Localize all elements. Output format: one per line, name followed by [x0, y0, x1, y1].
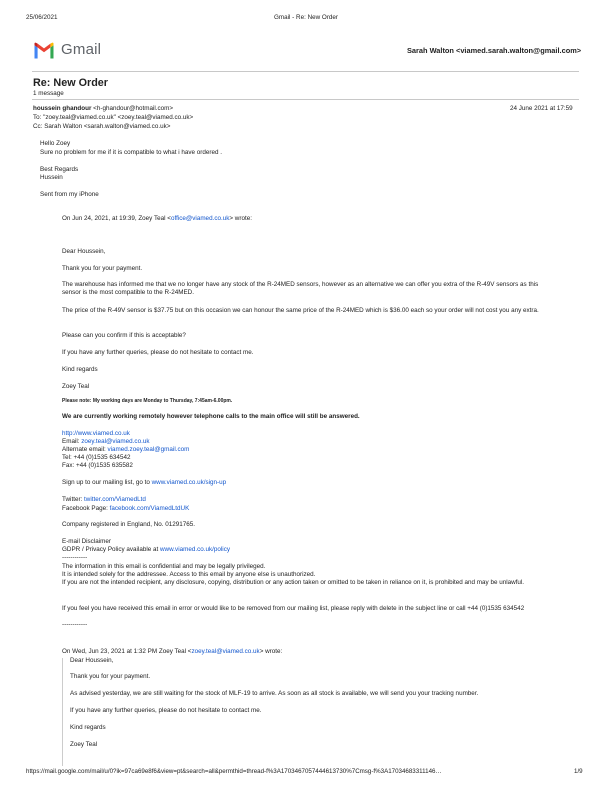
- divider: [32, 71, 579, 72]
- working-days-note: Please note: My working days are Monday to Thursday, 7:45am-6.00pm.: [62, 398, 233, 404]
- gmail-logo[interactable]: [33, 40, 129, 62]
- divider: [32, 99, 579, 100]
- gmail-wordmark: Gmail: [61, 41, 102, 58]
- body-line: Hello Zoey: [40, 140, 71, 147]
- gdpr-prefix: GDPR / Privacy Policy available at: [62, 546, 160, 553]
- quote-intro-email[interactable]: office@viamed.co.uk: [170, 215, 230, 222]
- facebook-link[interactable]: facebook.com/ViamedLtdUK: [109, 505, 190, 512]
- signature-name: Zoey Teal: [62, 383, 90, 390]
- greeting: Dear Houssein,: [62, 248, 106, 255]
- body-line: Sent from my iPhone: [40, 191, 99, 198]
- quote2-signature: Zoey Teal: [70, 741, 98, 748]
- kind-regards: Kind regards: [62, 366, 98, 373]
- print-title: Gmail - Re: New Order: [273, 14, 339, 21]
- quote2-kind-regards: Kind regards: [70, 724, 106, 731]
- quote-intro: [62, 215, 252, 223]
- confidential-line: The information in this email is confidential and may be legally privileged.: [62, 563, 266, 570]
- message-count: 1 message: [33, 90, 64, 97]
- confidential-line: It is intended solely for the addressee. Access to this email by anyone else is unauthorized.: [62, 571, 316, 578]
- price-paragraph: The price of the R-49V sensor is $37.75 but on this occasion we can honour the same price of the R-24MED which is $36.00 each so your order will not cost you any extra.: [62, 307, 539, 314]
- gmail-m-icon: [33, 42, 55, 59]
- alt-email-label: Alternate email:: [62, 446, 108, 453]
- tel-line: Tel: +44 (0)1535 634542: [62, 454, 131, 461]
- thanks-line: Thank you for your payment.: [62, 265, 143, 272]
- quote2-thanks: Thank you for your payment.: [70, 673, 151, 680]
- quote2-intro-email[interactable]: zoey.teal@viamed.co.uk: [191, 648, 260, 655]
- quote-bar: [62, 658, 63, 766]
- to-line: To: "zoey.teal@viamed.co.uk" <zoey.teal@viamed.co.uk>: [33, 114, 194, 121]
- cc-line: Cc: Sarah Walton <sarah.walton@viamed.co.uk>: [33, 123, 171, 130]
- sender-name: houssein ghandour: [33, 105, 92, 112]
- mailing-prefix: Sign up to our mailing list, go to: [62, 479, 152, 486]
- company-line: Company registered in England, No. 01291765.: [62, 521, 196, 528]
- separator-dashes: ------------: [62, 621, 88, 628]
- email-label: Email:: [62, 438, 82, 445]
- quote2-greeting: Dear Houssein,: [70, 657, 114, 664]
- quote2-paragraph: As advised yesterday, we are still waiting for the stock of MLF-19 to arrive. As soon as all stock is available, we will send you your tracking number.: [70, 690, 479, 697]
- sender: [33, 105, 173, 113]
- footer-url: https://mail.google.com/mail/u/0?ik=97ca69e8f6&view=pt&search=all&permthid=thread-f%3A1703467057444613730%7Cmsg-f%3A17034683311146…: [26, 768, 442, 775]
- quote2-intro-suffix: > wrote:: [259, 648, 283, 655]
- twitter-label: Twitter:: [62, 496, 85, 503]
- quote-intro-suffix: > wrote:: [229, 215, 252, 222]
- queries-line: If you have any further queries, please do not hesitate to contact me.: [62, 349, 254, 356]
- body-line: Hussein: [40, 174, 63, 181]
- separator-dashes: ------------: [62, 554, 88, 561]
- alt-email-link[interactable]: viamed.zoey.teal@gmail.com: [107, 446, 190, 453]
- quote2-intro: [62, 648, 282, 656]
- mailing-link[interactable]: www.viamed.co.uk/sign-up: [151, 479, 227, 486]
- body-line: Sure no problem for me if it is compatible to what i have ordered .: [40, 149, 222, 156]
- disclaimer-title: E-mail Disclaimer: [62, 538, 111, 545]
- email-link[interactable]: zoey.teal@viamed.co.uk: [81, 438, 150, 445]
- mailing-line: [62, 479, 226, 487]
- website-link[interactable]: http://www.viamed.co.uk: [62, 430, 130, 437]
- gdpr-line: [62, 546, 230, 554]
- removal-line: If you feel you have received this email in error or would like to be removed from our mailing list, please reply with delete in the subject line or call +44 (0)1535 634542: [62, 605, 525, 612]
- email-line: [62, 438, 149, 446]
- facebook-line: [62, 505, 189, 513]
- account-email: Sarah Walton <viamed.sarah.walton@gmail.com>: [407, 46, 582, 55]
- sender-email[interactable]: <h-ghandour@hotmail.com>: [91, 105, 174, 112]
- page-number: 1/9: [574, 768, 583, 775]
- stock-paragraph: The warehouse has informed me that we no longer have any stock of the R-24MED sensors, however as an alternative we can offer you extra of the R-49V sensors as this sensor is the most compatible to the R-24MED.: [62, 281, 540, 296]
- quote2-queries: If you have any further queries, please do not hesitate to contact me.: [70, 707, 262, 714]
- alt-email-line: [62, 446, 189, 454]
- body-line: Best Regards: [40, 166, 79, 173]
- confidential-line: If you are not the intended recipient, any disclosure, copying, distribution or any action taken or omitted to be taken in reliance on it, is prohibited and may be unlawful.: [62, 579, 525, 586]
- thread-subject: Re: New Order: [33, 77, 108, 89]
- confirm-line: Please can you confirm if this is acceptable?: [62, 332, 186, 339]
- quote-intro-prefix: On Jun 24, 2021, at 19:39, Zoey Teal <: [62, 215, 171, 222]
- gdpr-link[interactable]: www.viamed.co.uk/policy: [160, 546, 230, 553]
- twitter-link[interactable]: twitter.com/ViamedLtd: [84, 496, 146, 503]
- message-date: 24 June 2021 at 17:59: [510, 105, 573, 112]
- print-date: 25/06/2021: [26, 14, 58, 21]
- quote2-intro-prefix: On Wed, Jun 23, 2021 at 1:32 PM Zoey Teal <: [62, 648, 192, 655]
- twitter-line: [62, 496, 146, 504]
- remote-notice: We are currently working remotely however telephone calls to the main office will still be answered.: [62, 413, 360, 420]
- facebook-label: Facebook Page:: [62, 505, 110, 512]
- fax-line: Fax: +44 (0)1535 635582: [62, 462, 133, 469]
